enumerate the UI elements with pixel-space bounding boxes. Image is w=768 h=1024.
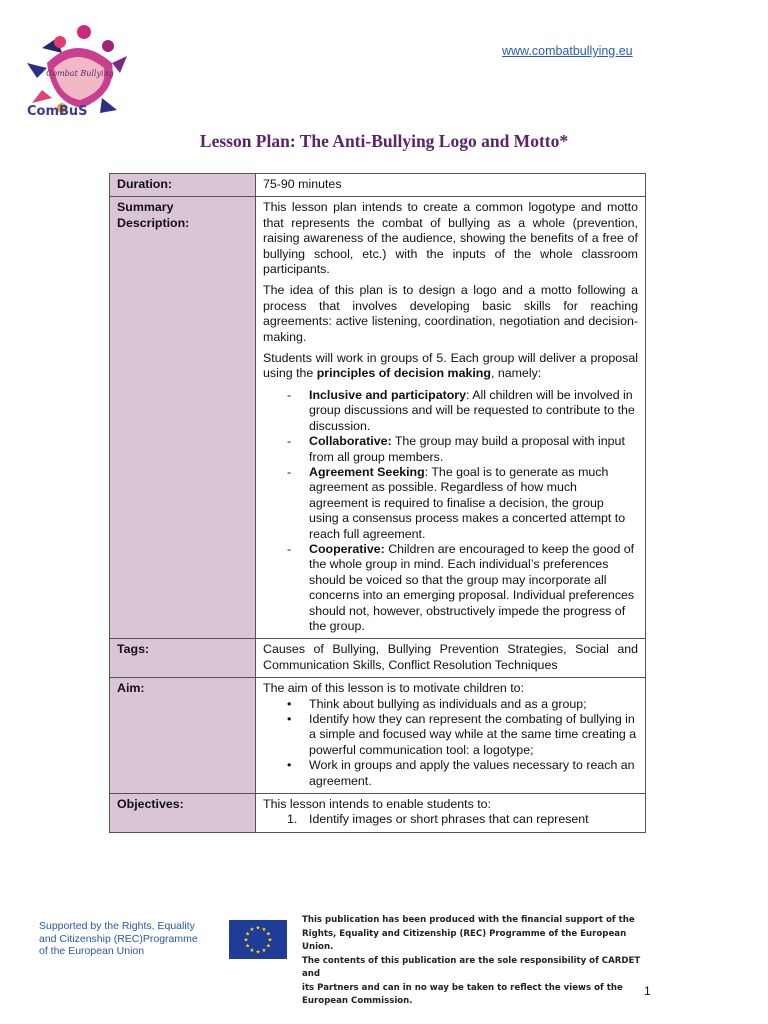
tags-row (110, 639, 646, 678)
funding-line: and Citizenship (REC)Programme (39, 932, 198, 945)
summary-p3-bold: principles of decision making (316, 366, 491, 381)
dash-marker: - (287, 464, 292, 479)
aim-label: Aim: (110, 678, 256, 794)
principle-text: Children are encouraged to keep the good of the whole group in mind. Each individual’s preferences should be voiced so that the group may incorporate all concerns into an emerging proposal. Individual preferences should not, however, obstructively impede the progress of the group. (309, 541, 635, 633)
aim-row (110, 678, 646, 794)
logo-text: ComBuS (27, 104, 88, 119)
summary-paragraph-3 (263, 351, 638, 382)
tags-value: Causes of Bullying, Bullying Prevention Strategies, Social and Communication Skills, Conflict Resolution Techniques (256, 639, 646, 678)
disclaimer-line: European Commission. (302, 996, 413, 1006)
disclaimer (302, 914, 654, 1009)
dash-marker: - (287, 541, 292, 556)
disclaimer-line: The contents of this publication are the sole responsibility of CARDET and (302, 955, 641, 979)
eu-star-icon: ★ (249, 927, 255, 934)
summary-paragraph-1: This lesson plan intends to create a common logotype and motto that represents the combat of bullying as a whole (prevention, raising awareness of the audience, showing the benefits of a free of bullying school, etc.) with the inputs of the whole classroom participants. (263, 200, 638, 277)
list-item (263, 434, 638, 465)
funding-line: Supported by the Rights, Equality (39, 920, 195, 932)
eu-star-icon: ★ (255, 949, 261, 956)
funding-statement (39, 920, 198, 958)
disclaimer-line: its Partners and can in no way be taken to reflect the views of the (302, 982, 623, 993)
bullet-marker: • (287, 696, 292, 711)
aim-list (263, 697, 638, 789)
aim-value (256, 678, 646, 794)
principle-separator: : (466, 387, 470, 402)
page-title: Lesson Plan: The Anti-Bullying Logo and Motto* (199, 131, 569, 151)
disclaimer-line: This publication has been produced with the financial support of the (302, 915, 635, 925)
funding-line: of the European Union (39, 945, 145, 957)
eu-star-icon: ★ (245, 931, 251, 938)
page-number: 1 (644, 984, 651, 998)
eu-star-icon: ★ (245, 943, 251, 950)
summary-paragraph-2: The idea of this plan is to design a logo and a motto following a process that involves developing basic skills for reaching agreements: active listening, coordination, negotiation and decision-making. (263, 283, 638, 344)
principles-list (263, 388, 638, 635)
disclaimer-line: Rights, Equality and Citizenship (REC) Programme of the European Union. (302, 928, 627, 952)
objectives-intro: This lesson intends to enable students to: (263, 797, 491, 812)
eu-star-icon: ★ (261, 927, 267, 934)
eu-star-icon: ★ (249, 947, 255, 954)
tags-label: Tags: (110, 639, 256, 678)
principle-text: The goal is to generate as much agreement as possible. Regardless of how much agreement is required to finalise a decision, the group using a consensus process makes a concerted attempt to reach full agreement. (309, 464, 626, 541)
objectives-list (263, 812, 638, 827)
principle-text: The group may build a proposal with input from all group members. (309, 434, 625, 464)
website-link[interactable]: www.combatbullying.eu (502, 44, 633, 58)
aim-item-text: Identify how they can represent the combating of bullying in a simple and focused way while at the same time creating a powerful communication tool: a logotype; (309, 712, 637, 757)
principle-title: Inclusive and participatory (309, 387, 466, 402)
eu-star-icon: ★ (243, 937, 249, 944)
summary-p3-end: , namely: (490, 366, 542, 381)
list-item (263, 465, 638, 542)
objectives-label: Objectives: (110, 794, 256, 833)
eu-star-icon: ★ (265, 931, 271, 938)
list-item (263, 812, 638, 827)
summary-row (110, 197, 646, 639)
principle-text: All children will be involved in group discussions and will be requested to contribute to the discussion. (309, 387, 635, 433)
principle-separator: : (424, 464, 429, 479)
number-marker: 1. (287, 812, 298, 827)
list-item (263, 758, 638, 789)
principle-title: Agreement Seeking (309, 464, 425, 479)
duration-label: Duration: (110, 174, 256, 197)
principle-title: Cooperative: (309, 541, 385, 556)
aim-intro: The aim of this lesson is to motivate children to: (263, 681, 525, 696)
duration-row (110, 174, 646, 197)
summary-p3-start: Students will work in groups of 5. Each group will deliver a proposal using the (263, 351, 638, 381)
eu-star-icon: ★ (261, 947, 267, 954)
logo-inner-text: Combat Bullying (46, 69, 114, 78)
dash-marker: - (287, 434, 292, 449)
dash-marker: - (287, 387, 292, 402)
duration-value: 75-90 minutes (256, 174, 646, 197)
list-item (263, 712, 638, 758)
objectives-row (110, 794, 646, 833)
list-item (263, 697, 638, 712)
aim-item-text: Work in groups and apply the values necessary to reach an agreement. (309, 758, 635, 788)
list-item (263, 542, 638, 634)
principle-title: Collaborative: (309, 434, 392, 449)
objectives-value (256, 794, 646, 833)
list-item (263, 388, 638, 434)
lesson-plan-table (109, 173, 646, 833)
eu-star-icon: ★ (267, 937, 273, 944)
eu-star-icon: ★ (265, 943, 271, 950)
bullet-marker: • (287, 712, 292, 726)
bullet-marker: • (287, 758, 292, 773)
objective-item-text: Identify images or short phrases that can represent (309, 812, 589, 827)
aim-item-text: Think about bullying as individuals and as a group; (309, 696, 587, 711)
eu-star-icon: ★ (255, 925, 261, 932)
summary-value (256, 197, 646, 639)
eu-flag-icon (229, 920, 287, 959)
summary-label: Summary Description: (110, 197, 256, 639)
